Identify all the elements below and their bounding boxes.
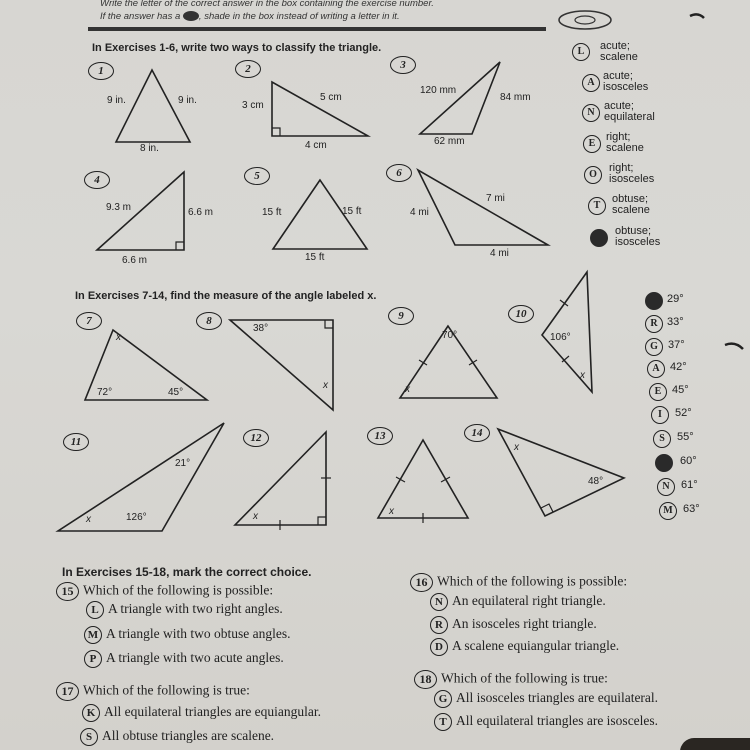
exercise-number-10: 10	[508, 305, 534, 323]
section1-title: In Exercises 1-6, write two ways to classify the triangle.	[92, 42, 382, 54]
e1-left-side: 9 in.	[107, 95, 126, 106]
e13-angle-x: x	[389, 506, 394, 517]
key2-letter-G: G	[645, 338, 663, 356]
key2-value-60: 60°	[680, 455, 697, 467]
e1-base: 8 in.	[140, 143, 159, 154]
key1-letter-T: T	[588, 197, 606, 215]
q15-choice-P[interactable]	[84, 650, 284, 668]
q15-number: 15	[56, 582, 79, 601]
key2-letter-E: E	[649, 383, 667, 401]
e3-left-side: 120 mm	[420, 85, 457, 96]
key1-text-N-1: acute;	[604, 100, 634, 112]
key1-letter-O: O	[584, 166, 602, 184]
key2-shaded-29	[645, 292, 663, 310]
e4-leg: 6.6 m	[188, 207, 214, 218]
exercise-number-14: 14	[464, 424, 490, 442]
e7-angle-45: 45°	[168, 387, 184, 398]
e8-angle-38: 38°	[253, 323, 269, 334]
q17-prompt: Which of the following is true:	[83, 682, 250, 698]
key1-text-A-2: isosceles	[603, 81, 649, 93]
triangle-8	[230, 320, 333, 410]
q18-choice-G[interactable]	[434, 690, 658, 708]
e4-base: 6.6 m	[122, 255, 148, 266]
section3-title: In Exercises 15-18, mark the correct choice.	[62, 565, 312, 579]
q16-choice-D[interactable]	[430, 638, 619, 656]
key1-text-A-1: acute;	[603, 70, 633, 82]
key2-value-55: 55°	[677, 431, 694, 443]
e7-angle-x: x	[116, 332, 121, 343]
q16-choice-R-text: An isosceles right triangle.	[452, 616, 597, 632]
page-corner-shadow	[680, 738, 750, 750]
exercise-number-5: 5	[244, 167, 270, 185]
triangle-12	[235, 432, 326, 525]
q15-choice-L-text: A triangle with two right angles.	[108, 601, 283, 617]
key1-text-E-1: right;	[606, 131, 631, 143]
e3-right-side: 84 mm	[500, 92, 531, 103]
e2-base: 4 cm	[305, 140, 327, 151]
e5-left-side: 15 ft	[262, 207, 282, 218]
key1-letter-N: N	[582, 104, 600, 122]
header-instruction-2b: , shade in the box instead of writing a letter in it.	[198, 11, 400, 22]
q17-choice-S-letter[interactable]: S	[80, 728, 98, 746]
e7-angle-72: 72°	[97, 387, 113, 398]
q18-choice-T-letter[interactable]: T	[434, 713, 452, 731]
q18-number: 18	[414, 670, 437, 689]
q15-choice-P-text: A triangle with two acute angles.	[106, 650, 284, 666]
q17-number: 17	[56, 682, 79, 701]
q15-choice-L[interactable]	[86, 601, 283, 619]
q18-choice-T-text: All equilateral triangles are isosceles.	[456, 713, 659, 729]
q17-choice-K-letter[interactable]: K	[82, 704, 100, 722]
e8-angle-x: x	[323, 380, 328, 391]
q16-choice-D-letter[interactable]: D	[430, 638, 448, 656]
q18-choice-G-text: All isosceles triangles are equilateral.	[456, 690, 659, 706]
e6-long-side: 7 mi	[486, 193, 505, 204]
e6-base: 4 mi	[490, 248, 509, 259]
q18-prompt: Which of the following is true:	[441, 670, 608, 686]
e1-right-side: 9 in.	[178, 95, 197, 106]
q16-choice-R[interactable]	[430, 616, 597, 634]
question-17	[56, 682, 250, 701]
key2-shaded-60	[655, 454, 673, 472]
key1-text-O-1: right;	[609, 162, 634, 174]
e2-leg: 3 cm	[242, 100, 264, 111]
q15-choice-M-letter[interactable]: M	[84, 626, 102, 644]
e9-angle-70: 70°	[442, 330, 458, 341]
key2-value-63: 63°	[683, 503, 700, 515]
e11-angle-x: x	[86, 514, 91, 525]
key1-text-T-1: obtuse;	[612, 193, 649, 205]
q15-choice-M[interactable]	[84, 626, 290, 644]
key2-value-33: 33°	[667, 316, 684, 328]
q17-choice-S-text: All obtuse triangles are scalene.	[102, 728, 275, 744]
question-18	[414, 670, 608, 689]
key2-value-42: 42°	[670, 361, 687, 373]
e4-hypotenuse: 9.3 m	[106, 202, 132, 213]
e10-angle-106: 106°	[550, 332, 571, 343]
e14-angle-48: 48°	[588, 476, 604, 487]
exercise-number-13: 13	[367, 427, 393, 445]
key2-letter-R: R	[645, 315, 663, 333]
key1-text-N-2: equilateral	[604, 111, 655, 123]
q15-choice-L-letter[interactable]: L	[86, 601, 104, 619]
key2-letter-M: M	[659, 502, 677, 520]
exercise-number-11: 11	[63, 433, 89, 451]
q15-choice-M-text: A triangle with two obtuse angles.	[106, 626, 291, 642]
q17-choice-S[interactable]	[80, 728, 274, 746]
q16-choice-N-text: An equilateral right triangle.	[452, 593, 606, 609]
e6-short-side: 4 mi	[410, 207, 429, 218]
key1-text-O-2: isosceles	[609, 173, 655, 185]
exercise-number-8: 8	[196, 312, 222, 330]
e10-angle-x: x	[580, 370, 585, 381]
key2-letter-S: S	[653, 430, 671, 448]
q16-choice-D-text: A scalene equiangular triangle.	[452, 638, 620, 654]
exercise-number-3: 3	[390, 56, 416, 74]
q15-prompt: Which of the following is possible:	[83, 582, 274, 598]
exercise-number-4: 4	[84, 171, 110, 189]
e11-angle-21: 21°	[175, 458, 191, 469]
q17-choice-K-text: All equilateral triangles are equiangular.	[104, 704, 322, 720]
key1-text-L-1: acute;	[600, 40, 630, 52]
exercise-number-2: 2	[235, 60, 261, 78]
key1-text-L-2: scalene	[600, 51, 638, 63]
key1-text-T-2: scalene	[612, 204, 650, 216]
key1-text-shaded-1: obtuse;	[615, 225, 652, 237]
key2-letter-N: N	[657, 478, 675, 496]
e9-angle-x: x	[405, 384, 410, 395]
key2-letter-A: A	[647, 360, 665, 378]
q16-number: 16	[410, 573, 433, 592]
key2-value-61: 61°	[681, 479, 698, 491]
key1-text-E-2: scalene	[606, 142, 644, 154]
exercise-number-7: 7	[76, 312, 102, 330]
key1-letter-A: A	[582, 74, 600, 92]
key2-value-45: 45°	[672, 384, 689, 396]
question-16	[410, 573, 627, 592]
q16-prompt: Which of the following is possible:	[437, 573, 628, 589]
key2-value-29: 29°	[667, 293, 684, 305]
exercise-number-9: 9	[388, 307, 414, 325]
key2-value-37: 37°	[668, 339, 685, 351]
q17-choice-K[interactable]	[82, 704, 321, 722]
q18-choice-T[interactable]	[434, 713, 658, 731]
header-instruction-1: Write the letter of the correct answer in the box containing the exercise number.	[100, 0, 434, 9]
q16-choice-N-letter[interactable]: N	[430, 593, 448, 611]
e11-angle-126: 126°	[126, 512, 147, 523]
e2-hypotenuse: 5 cm	[320, 92, 342, 103]
e12-angle-x: x	[253, 511, 258, 522]
e3-base: 62 mm	[434, 136, 465, 147]
q18-choice-G-letter[interactable]: G	[434, 690, 452, 708]
e5-right-side: 15 ft	[342, 206, 362, 217]
key1-letter-L: L	[572, 43, 590, 61]
exercise-number-6: 6	[386, 164, 412, 182]
header-instruction-2a: If the answer has a	[100, 11, 181, 22]
q16-choice-R-letter[interactable]: R	[430, 616, 448, 634]
key2-letter-I: I	[651, 406, 669, 424]
key1-letter-E: E	[583, 135, 601, 153]
key2-value-52: 52°	[675, 407, 692, 419]
q15-choice-P-letter[interactable]: P	[84, 650, 102, 668]
q16-choice-N[interactable]	[430, 593, 606, 611]
section2-title: In Exercises 7-14, find the measure of the angle labeled x.	[75, 290, 377, 302]
exercise-number-1: 1	[88, 62, 114, 80]
question-15	[56, 582, 273, 601]
key1-text-shaded-2: isosceles	[615, 236, 661, 248]
e14-angle-x: x	[514, 442, 519, 453]
exercise-number-12: 12	[243, 429, 269, 447]
e5-base: 15 ft	[305, 252, 325, 263]
